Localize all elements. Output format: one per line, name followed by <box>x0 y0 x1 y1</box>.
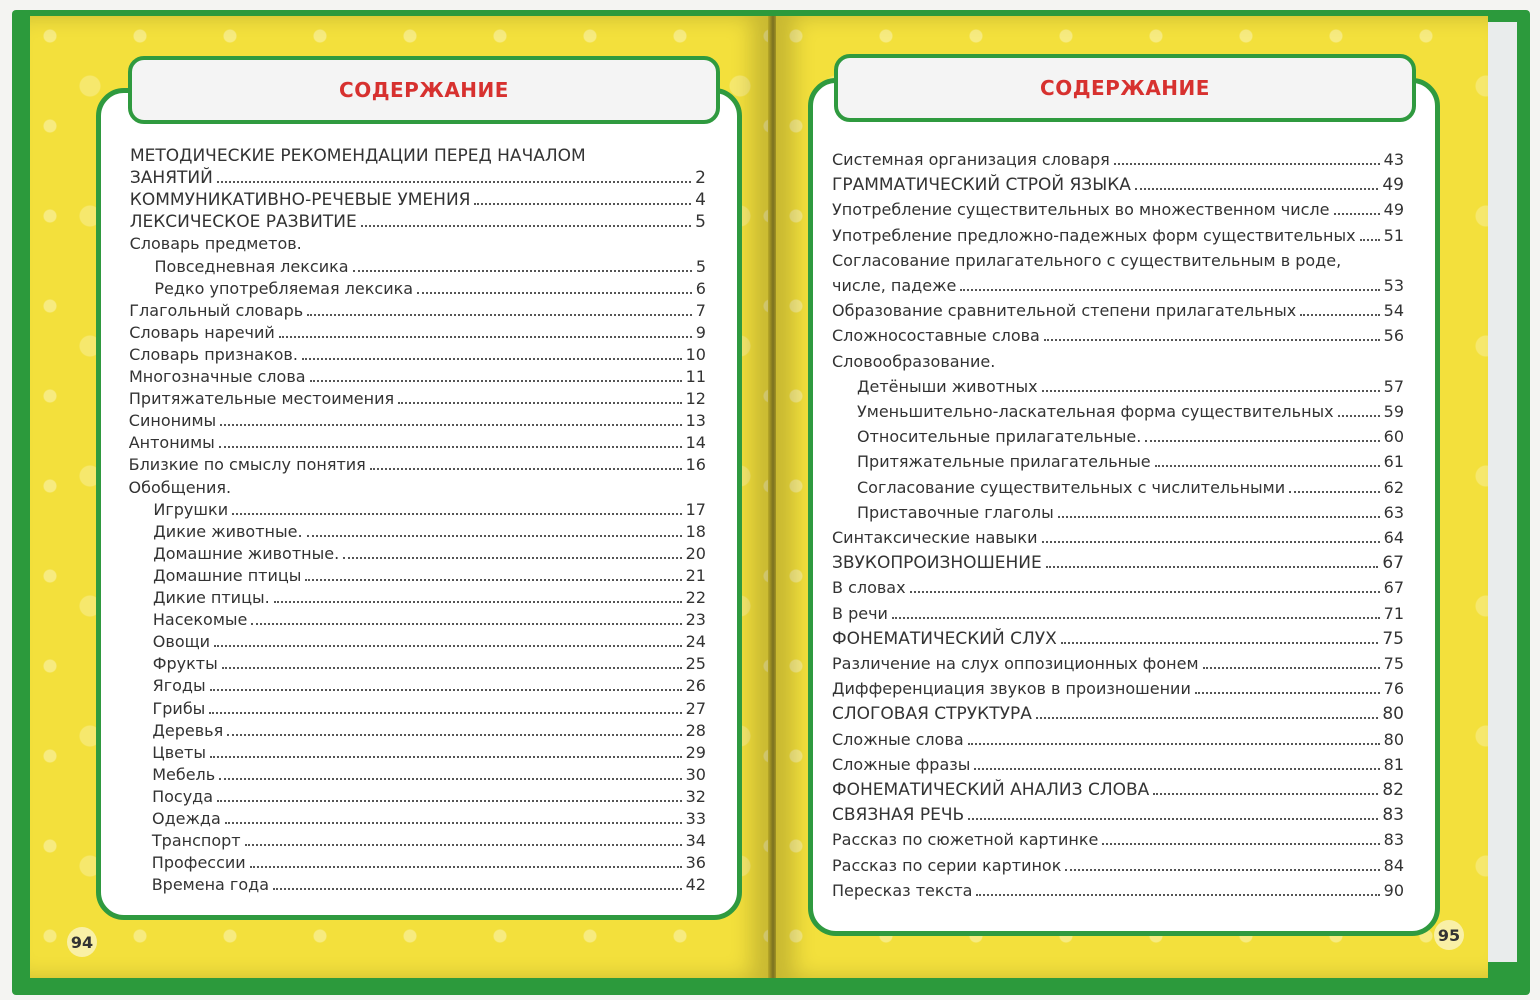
toc-leader-dots <box>1061 642 1379 644</box>
toc-entry-title: Близкие по смыслу понятия <box>128 455 366 475</box>
toc-entry-page: 24 <box>685 632 706 652</box>
toc-entry-page: 80 <box>1383 729 1404 749</box>
toc-entry-page: 5 <box>695 212 706 233</box>
toc-entry <box>129 367 706 387</box>
toc-entry-title: ФОНЕМАТИЧЕСКИЙ СЛУХ <box>832 628 1057 649</box>
right-page-number <box>1434 920 1464 950</box>
toc-entry <box>130 168 706 188</box>
toc-entry-title: Рассказ по сюжетной картинке <box>832 830 1099 850</box>
toc-leader-dots <box>219 446 682 448</box>
toc-entry-title: Синтаксические навыки <box>832 528 1038 547</box>
toc-entry-title: Обобщения. <box>128 477 232 497</box>
toc-entry-title: Овощи <box>152 632 211 652</box>
toc-entry-page: 22 <box>685 588 706 607</box>
toc-entry <box>129 433 706 453</box>
toc-leader-dots <box>474 203 691 205</box>
page-edges <box>1486 22 1517 962</box>
toc-entry <box>130 190 706 210</box>
toc-entry-page: 27 <box>685 698 706 718</box>
toc-entry <box>152 721 706 741</box>
toc-entry-title: Словообразование. <box>832 351 996 371</box>
left-header-title: СОДЕРЖАНИЕ <box>339 78 509 102</box>
toc-leader-dots <box>274 601 682 603</box>
toc-entry <box>153 610 706 630</box>
toc-entry-page: 9 <box>695 322 706 342</box>
right-page-number-text: 95 <box>1437 925 1461 945</box>
toc-leader-dots <box>1155 465 1380 467</box>
toc-entry-title: Уменьшительно-ласкательная форма существительных <box>857 402 1334 421</box>
toc-leader-dots <box>1300 314 1379 316</box>
toc-entry-page: 16 <box>685 455 706 475</box>
toc-entry <box>832 578 1404 598</box>
toc-entry-title: Многозначные слова <box>129 367 306 386</box>
toc-entry <box>832 629 1404 649</box>
toc-entry-page: 34 <box>685 831 706 851</box>
toc-leader-dots <box>398 402 682 404</box>
toc-entry-title: Словарь наречий <box>129 322 275 342</box>
toc-entry-page: 21 <box>685 565 706 585</box>
toc-leader-dots <box>307 314 692 316</box>
toc-entry-page: 84 <box>1383 855 1404 875</box>
toc-entry-title: Домашние животные. <box>153 543 340 563</box>
toc-entry-page: 17 <box>685 499 706 519</box>
toc-leader-dots <box>1334 213 1380 215</box>
toc-leader-dots <box>302 358 682 360</box>
toc-entry-title: Посуда <box>152 786 214 806</box>
toc-leader-dots <box>1195 692 1380 694</box>
toc-entry-page: 81 <box>1383 754 1404 774</box>
toc-entry-title: Сложные слова <box>832 729 964 749</box>
toc-entry-page: 49 <box>1383 200 1404 220</box>
toc-entry-title: ФОНЕМАТИЧЕСКИЙ АНАЛИЗ СЛОВА <box>832 780 1150 800</box>
toc-entry <box>129 389 706 409</box>
toc-entry-page: 26 <box>685 676 706 696</box>
toc-leader-dots <box>310 380 682 382</box>
toc-leader-dots <box>968 818 1378 820</box>
toc-entry-page: 28 <box>685 720 706 740</box>
toc-entry-page: 56 <box>1383 326 1404 346</box>
toc-entry <box>832 301 1404 321</box>
toc-entry-title: Грибы <box>152 698 206 718</box>
toc-entry <box>857 402 1404 422</box>
toc-entry <box>857 427 1404 447</box>
toc-entry-page: 53 <box>1383 276 1404 295</box>
toc-leader-dots <box>974 768 1379 770</box>
toc-entry-page: 51 <box>1383 225 1404 245</box>
toc-entry <box>153 699 707 719</box>
toc-leader-dots <box>1065 869 1379 871</box>
toc-entry-title: Детёныши животных <box>857 376 1038 396</box>
toc-leader-dots <box>1135 188 1378 190</box>
toc-entry-title: Различение на слух оппозиционных фонем <box>832 654 1199 673</box>
toc-entry-title: Повседневная лексика <box>154 256 349 276</box>
toc-entry-title: Антонимы <box>128 433 215 453</box>
toc-entry-page: 36 <box>685 853 706 873</box>
toc-entry-page: 11 <box>685 367 706 386</box>
toc-leader-dots <box>417 292 692 294</box>
toc-leader-dots <box>210 756 682 758</box>
toc-entry-page: 83 <box>1382 805 1404 826</box>
toc-entry <box>832 553 1404 573</box>
toc-entry-title: Фрукты <box>152 654 218 674</box>
toc-entry <box>153 676 706 696</box>
toc-entry-page: 25 <box>685 654 706 674</box>
toc-entry-title: Дифференциация звуков в произношении <box>832 679 1191 699</box>
toc-entry-page: 43 <box>1383 150 1404 169</box>
toc-entry <box>153 566 706 586</box>
toc-entry <box>832 226 1404 246</box>
toc-leader-dots <box>968 743 1380 745</box>
toc-leader-dots <box>361 225 691 227</box>
toc-entry <box>832 730 1404 750</box>
toc-leader-dots <box>1046 566 1379 568</box>
toc-entry-page: 61 <box>1383 452 1404 472</box>
toc-entry-page: 7 <box>695 300 706 320</box>
toc-leader-dots <box>1102 843 1379 845</box>
toc-entry-title: Игрушки <box>153 499 229 519</box>
toc-leader-dots <box>1036 717 1379 719</box>
toc-entry <box>152 831 706 851</box>
toc-entry <box>129 411 706 431</box>
toc-entry-page: 20 <box>685 543 706 563</box>
toc-entry-page: 71 <box>1383 603 1404 623</box>
toc-leader-dots <box>892 617 1380 619</box>
toc-entry-page: 67 <box>1383 578 1404 598</box>
toc-entry-title: Словарь признаков. <box>129 344 298 364</box>
toc-entry-page: 2 <box>695 168 706 189</box>
toc-entry-title: Рассказ по серии картинок <box>832 855 1062 875</box>
toc-entry <box>152 809 706 829</box>
toc-entry-title: Притяжательные местоимения <box>128 389 395 409</box>
toc-entry-title: МЕТОДИЧЕСКИЕ РЕКОМЕНДАЦИИ ПЕРЕД НАЧАЛОМ <box>130 146 586 166</box>
toc-entry <box>832 805 1404 825</box>
toc-entry-title: ЗАНЯТИЙ <box>129 168 213 189</box>
toc-leader-dots <box>251 623 681 625</box>
toc-entry-title: СЛОГОВАЯ СТРУКТУРА <box>832 704 1032 725</box>
toc-leader-dots <box>976 894 1379 896</box>
toc-entry-page: 75 <box>1382 628 1404 649</box>
toc-entry-title: ЗВУКОПРОИЗНОШЕНИЕ <box>832 553 1042 574</box>
toc-entry <box>832 251 1404 270</box>
left-header <box>128 56 720 124</box>
left-page-number <box>67 927 97 957</box>
toc-leader-dots <box>219 778 681 780</box>
toc-leader-dots <box>273 888 682 890</box>
toc-entry-title: Словарь предметов. <box>129 234 302 254</box>
toc-entry-page: 30 <box>685 764 706 784</box>
toc-entry-page: 62 <box>1383 477 1404 497</box>
toc-leader-dots <box>214 645 682 647</box>
toc-entry-page: 29 <box>685 742 706 762</box>
toc-entry-title: Приставочные глаголы <box>857 502 1054 522</box>
toc-entry-title: Употребление существительных во множественном числе <box>832 200 1330 220</box>
toc-entry <box>130 234 706 253</box>
toc-entry-page: 83 <box>1383 830 1404 850</box>
toc-entry <box>152 787 706 807</box>
toc-entry-title: Относительные прилагательные. <box>857 427 1142 447</box>
toc-entry-title: ЛЕКСИЧЕСКОЕ РАЗВИТИЕ <box>129 212 357 233</box>
toc-entry <box>153 654 706 674</box>
toc-entry-page: 13 <box>685 411 706 431</box>
toc-entry <box>832 830 1404 850</box>
toc-entry <box>832 150 1404 170</box>
toc-leader-dots <box>279 336 692 338</box>
toc-entry <box>832 200 1404 220</box>
toc-entry-page: 49 <box>1382 175 1404 196</box>
toc-entry <box>152 853 706 873</box>
toc-entry <box>857 478 1404 498</box>
toc-leader-dots <box>1360 239 1380 241</box>
toc-entry <box>153 522 706 542</box>
toc-entry <box>152 765 706 785</box>
toc-leader-dots <box>220 424 681 426</box>
toc-entry <box>153 500 706 520</box>
toc-entry-title: ГРАММАТИЧЕСКИЙ СТРОЙ ЯЗЫКА <box>832 175 1131 196</box>
toc-entry-title: Цветы <box>152 742 206 762</box>
toc-entry-page: 57 <box>1383 376 1404 396</box>
toc-entry-page: 54 <box>1383 301 1404 321</box>
toc-entry-page: 60 <box>1383 427 1404 447</box>
toc-entry-title: Ягоды <box>152 676 206 696</box>
toc-leader-dots <box>1289 491 1380 493</box>
toc-leader-dots <box>250 866 682 868</box>
toc-leader-dots <box>232 513 682 515</box>
toc-leader-dots <box>222 667 682 669</box>
toc-entry-title: Согласование прилагательного с существительным в роде, <box>832 250 1342 270</box>
toc-entry-title: Пересказ текста <box>832 880 973 900</box>
toc-leader-dots <box>1044 339 1380 341</box>
toc-entry-title: Синонимы <box>128 411 217 431</box>
toc-leader-dots <box>1042 390 1380 392</box>
toc-entry <box>129 345 706 365</box>
toc-entry-page: 82 <box>1382 780 1404 800</box>
toc-entry-page: 63 <box>1383 502 1404 522</box>
toc-leader-dots <box>353 270 692 272</box>
toc-leader-dots <box>343 557 681 559</box>
toc-entry-page: 12 <box>685 389 706 409</box>
toc-entry-title: Дикие животные. <box>153 521 303 541</box>
toc-entry-page: 32 <box>685 786 706 806</box>
toc-leader-dots <box>217 800 682 802</box>
toc-leader-dots <box>960 289 1379 291</box>
toc-entry-title: Образование сравнительной степени прилагательных <box>832 301 1297 321</box>
toc-entry-page: 10 <box>685 344 706 364</box>
toc-entry-title: Притяжательные прилагательные <box>857 452 1151 472</box>
toc-leader-dots <box>1058 516 1380 518</box>
toc-leader-dots <box>217 181 691 183</box>
toc-entry-page: 4 <box>695 190 706 211</box>
toc-entry <box>832 755 1404 775</box>
toc-leader-dots <box>1153 793 1378 795</box>
toc-entry <box>152 743 706 763</box>
toc-entry <box>832 654 1404 674</box>
right-header-title: СОДЕРЖАНИЕ <box>1040 76 1210 100</box>
toc-entry <box>152 875 706 895</box>
toc-entry <box>153 632 706 652</box>
toc-entry <box>857 503 1404 523</box>
toc-entry-page: 33 <box>685 809 706 828</box>
toc-entry-page: 14 <box>685 433 706 453</box>
toc-leader-dots <box>1042 541 1380 543</box>
toc-entry-title: Сложные фразы <box>832 754 971 774</box>
toc-entry <box>832 881 1404 901</box>
toc-entry-title: Деревья <box>152 720 224 740</box>
toc-entry-title: Насекомые <box>152 610 248 630</box>
toc-entry <box>832 856 1404 876</box>
toc-entry-title: Профессии <box>151 853 246 873</box>
toc-entry <box>832 679 1404 699</box>
toc-leader-dots <box>1114 163 1380 165</box>
toc-entry-page: 64 <box>1383 528 1404 547</box>
toc-entry-title: Одежда <box>152 809 221 828</box>
toc-entry <box>832 780 1404 800</box>
toc-entry <box>129 478 707 497</box>
left-page-number-text: 94 <box>70 932 94 952</box>
toc-entry <box>832 528 1404 548</box>
toc-entry <box>832 326 1404 346</box>
toc-entry-title: КОММУНИКАТИВНО-РЕЧЕВЫЕ УМЕНИЯ <box>129 190 471 211</box>
toc-entry <box>153 588 706 608</box>
toc-leader-dots <box>227 734 681 736</box>
toc-entry-title: В речи <box>832 603 888 623</box>
toc-entry-title: Глагольный словарь <box>129 300 304 320</box>
toc-leader-dots <box>209 712 681 714</box>
toc-entry <box>130 212 706 232</box>
toc-entry <box>155 257 707 277</box>
toc-leader-dots <box>245 844 682 846</box>
toc-entry-title: Редко употребляемая лексика <box>154 278 414 298</box>
toc-entry <box>832 704 1404 724</box>
toc-leader-dots <box>305 579 681 581</box>
toc-entry-page: 90 <box>1383 880 1404 900</box>
toc-leader-dots <box>370 468 682 470</box>
toc-leader-dots <box>307 535 682 537</box>
toc-entry <box>832 175 1404 195</box>
toc-entry <box>130 146 706 166</box>
toc-entry-page: 23 <box>685 610 706 630</box>
toc-entry-title: СВЯЗНАЯ РЕЧЬ <box>832 805 965 826</box>
toc-entry-title: Мебель <box>152 764 216 784</box>
toc-entry-page: 67 <box>1382 553 1404 574</box>
toc-entry-title: Употребление предложно-падежных форм существительных <box>832 225 1356 245</box>
toc-entry <box>832 276 1404 296</box>
toc-leader-dots <box>910 591 1380 593</box>
toc-entry-title: Времена года <box>151 875 269 895</box>
toc-entry <box>832 352 1404 371</box>
toc-leader-dots <box>1203 667 1380 669</box>
toc-leader-dots <box>225 822 682 824</box>
toc-entry-title: Дикие птицы. <box>153 588 270 607</box>
toc-entry <box>154 279 706 299</box>
toc-entry-page: 42 <box>685 875 706 895</box>
toc-entry-title: Согласование существительных с числительными <box>857 477 1286 497</box>
right-header <box>834 54 1416 122</box>
toc-leader-dots <box>210 689 682 691</box>
toc-entry-title: числе, падеже <box>832 276 957 295</box>
toc-entry-title: Системная организация словаря <box>832 150 1110 169</box>
toc-entry-page: 5 <box>695 256 706 276</box>
toc-entry <box>129 301 706 321</box>
toc-entry-page: 76 <box>1383 679 1404 699</box>
toc-entry <box>832 604 1404 624</box>
toc-leader-dots <box>1338 415 1380 417</box>
toc-entry-title: В словах <box>832 578 906 598</box>
toc-entry-page: 59 <box>1383 402 1404 421</box>
toc-entry-page: 80 <box>1382 704 1404 725</box>
toc-entry-page: 75 <box>1383 654 1404 673</box>
toc-entry <box>153 544 706 564</box>
toc-entry <box>129 323 706 343</box>
toc-entry-title: Транспорт <box>151 831 241 851</box>
toc-entry <box>857 377 1404 397</box>
toc-entry <box>857 452 1404 472</box>
toc-entry-title: Домашние птицы <box>153 565 302 585</box>
toc-entry-page: 6 <box>695 278 706 298</box>
toc-entry-title: Сложносоставные слова <box>832 326 1040 346</box>
toc-entry <box>129 455 706 475</box>
toc-leader-dots <box>1145 440 1379 442</box>
toc-entry-page: 18 <box>685 521 706 541</box>
